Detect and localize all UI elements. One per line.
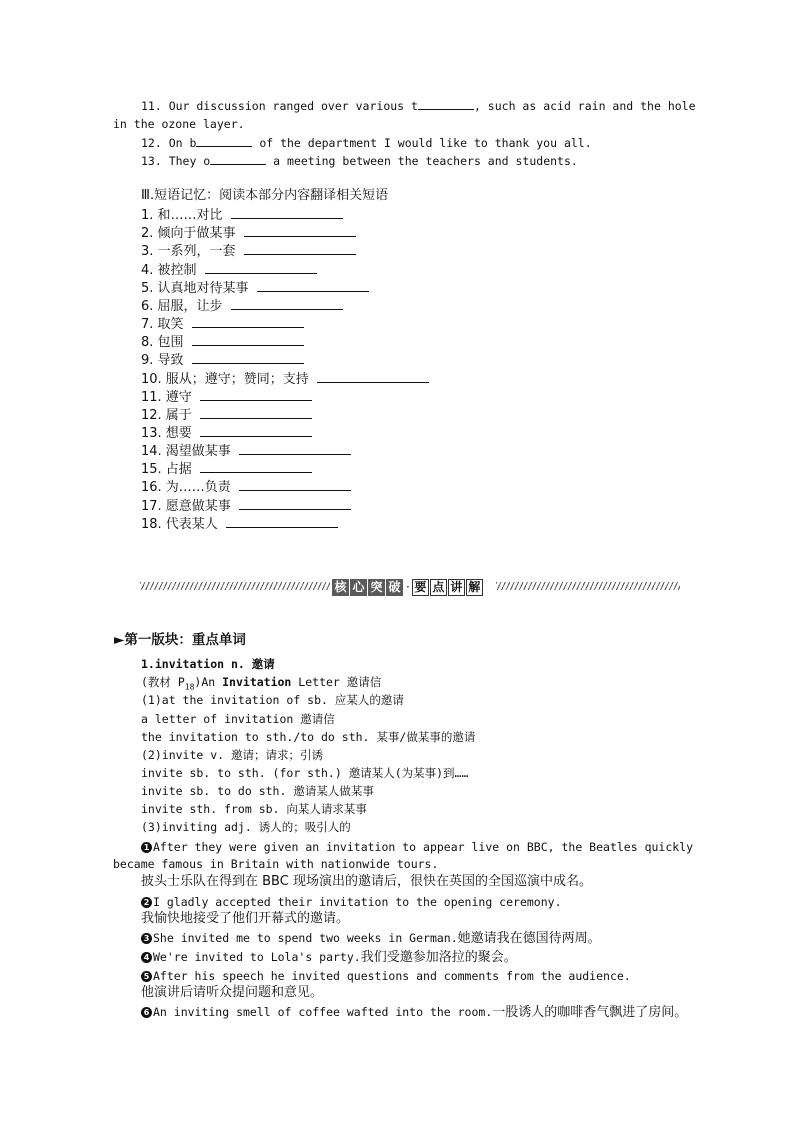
phrase-item: 4. 被控制 [141, 261, 317, 279]
answer-blank[interactable] [200, 406, 312, 419]
answer-blank[interactable] [200, 424, 312, 437]
answer-blank[interactable] [418, 99, 474, 110]
phrase-item: 10. 服从；遵守；赞同；支持 [141, 370, 429, 388]
answer-blank[interactable] [200, 460, 312, 473]
block-title: ►第一版块：重点单词 [114, 632, 246, 648]
phrase-item: 18. 代表某人 [141, 515, 338, 533]
fill-in-11-cont: in the ozone layer. [113, 117, 245, 131]
fill-in-13-after: a meeting between the teachers and students. [266, 154, 578, 168]
example-cn: 他演讲后请听众提问题和意见。 [141, 985, 324, 1000]
vocab-line: a letter of invitation 邀请信 [141, 712, 335, 726]
banner-sep: · [406, 580, 410, 594]
fill-in-11-after: , such as acid rain and the hole [473, 99, 696, 113]
phrase-item: 3. 一系列，一套 [141, 242, 356, 260]
answer-blank[interactable] [239, 497, 351, 510]
example-en: 1 After they were given an invitation to appear live on BBC, the Beatles quickly [141, 839, 693, 855]
vocab-line: (1)at the invitation of sb. 应某人的邀请 [141, 693, 404, 707]
banner-char: 点 [430, 579, 447, 596]
example-row: 6 An inviting smell of coffee wafted into the room.一股诱人的咖啡香气飘进了房间。 [141, 1004, 687, 1021]
phrase-item: 12. 属于 [141, 406, 312, 424]
banner-char: 要 [412, 579, 429, 596]
divider-hatch-left [140, 582, 330, 590]
answer-blank[interactable] [192, 351, 304, 364]
number-bullet-icon: 4 [141, 952, 152, 963]
example-row: 3 She invited me to spend two weeks in German.她邀请我在德国待两周。 [141, 930, 601, 947]
fill-in-12-after: of the department I would like to thank you all. [252, 136, 592, 150]
answer-blank[interactable] [231, 297, 343, 310]
vocab-line: invite sb. to do sth. 邀请某人做某事 [141, 784, 374, 798]
fill-in-13 [141, 153, 578, 169]
vocab-heading: 1.invitation n. 邀请 [141, 657, 275, 671]
example-en: 2 I gladly accepted their invitation to the opening ceremony. [141, 894, 562, 910]
fill-in-12-before: 12. On b [141, 136, 197, 150]
number-bullet-icon: 3 [141, 933, 152, 944]
example-cn: 我愉快地接受了他们开幕式的邀请。 [141, 911, 350, 926]
banner-char: 突 [368, 579, 385, 596]
phrase-item: 7. 取笑 [141, 315, 304, 333]
phrase-item: 2. 倾向于做某事 [141, 224, 356, 242]
banner-char: 讲 [448, 579, 465, 596]
example-row: 4 We're invited to Lola's party.我们受邀参加洛拉的聚会。 [141, 949, 517, 966]
phrase-item: 5. 认真地对待某事 [141, 279, 369, 297]
phrase-section-title: Ⅲ.短语记忆：阅读本部分内容翻译相关短语 [141, 188, 389, 203]
phrase-item: 8. 包围 [141, 333, 304, 351]
fill-in-13-before: 13. They o [141, 154, 211, 168]
fill-in-12 [141, 135, 592, 151]
phrase-item: 6. 屈服，让步 [141, 297, 343, 315]
fill-in-11 [141, 98, 696, 114]
answer-blank[interactable] [192, 333, 304, 346]
banner-char: 破 [386, 579, 403, 596]
answer-blank[interactable] [196, 136, 252, 147]
vocab-line: the invitation to sth./to do sth. 某事/做某事的邀请 [141, 730, 476, 744]
phrase-item: 9. 导致 [141, 351, 304, 369]
answer-blank[interactable] [239, 442, 351, 455]
phrase-item: 17. 愿意做某事 [141, 497, 351, 515]
number-bullet-icon: 1 [141, 842, 152, 853]
answer-blank[interactable] [200, 388, 312, 401]
fill-in-11-before: 11. Our discussion ranged over various t [141, 99, 418, 113]
answer-blank[interactable] [244, 242, 356, 255]
answer-blank[interactable] [239, 478, 351, 491]
answer-blank[interactable] [257, 279, 369, 292]
divider-hatch-right [496, 582, 680, 590]
vocab-line: invite sth. from sb. 向某人请求某事 [141, 802, 367, 816]
number-bullet-icon: 2 [141, 897, 152, 908]
number-bullet-icon: 5 [141, 971, 152, 982]
section-divider [140, 577, 680, 599]
example-en: 5 After his speech he invited questions and comments from the audience. [141, 968, 631, 984]
phrase-item: 15. 占据 [141, 460, 312, 478]
answer-blank[interactable] [317, 370, 429, 383]
banner-char: 心 [350, 579, 367, 596]
example-en-cont: became famous in Britain with nationwide tours. [113, 857, 439, 871]
vocab-line: (3)inviting adj. 诱人的；吸引人的 [141, 820, 351, 834]
phrase-item: 11. 遵守 [141, 388, 312, 406]
answer-blank[interactable] [205, 261, 317, 274]
example-cn: 披头士乐队在得到在 BBC 现场演出的邀请后，很快在英国的全国巡演中成名。 [141, 874, 592, 889]
answer-blank[interactable] [210, 154, 266, 165]
answer-blank[interactable] [192, 315, 304, 328]
phrase-item: 16. 为……负责 [141, 478, 351, 496]
phrase-item: 1. 和……对比 [141, 206, 343, 224]
vocab-source: (教材 $P_{18})An$ Invitation Letter 邀请信 [141, 675, 382, 692]
banner-char: 解 [466, 579, 483, 596]
vocab-line: invite sb. to sth. (for sth.) 邀请某人(为某事)到…… [141, 766, 469, 780]
phrase-item: 13. 想要 [141, 424, 312, 442]
phrase-item: 14. 渴望做某事 [141, 442, 351, 460]
answer-blank[interactable] [244, 224, 356, 237]
answer-blank[interactable] [231, 206, 343, 219]
banner-char: 核 [332, 579, 349, 596]
vocab-line: (2)invite v. 邀请；请求；引诱 [141, 748, 324, 762]
answer-blank[interactable] [226, 515, 338, 528]
number-bullet-icon: 6 [141, 1007, 152, 1018]
section-banner [332, 577, 484, 597]
